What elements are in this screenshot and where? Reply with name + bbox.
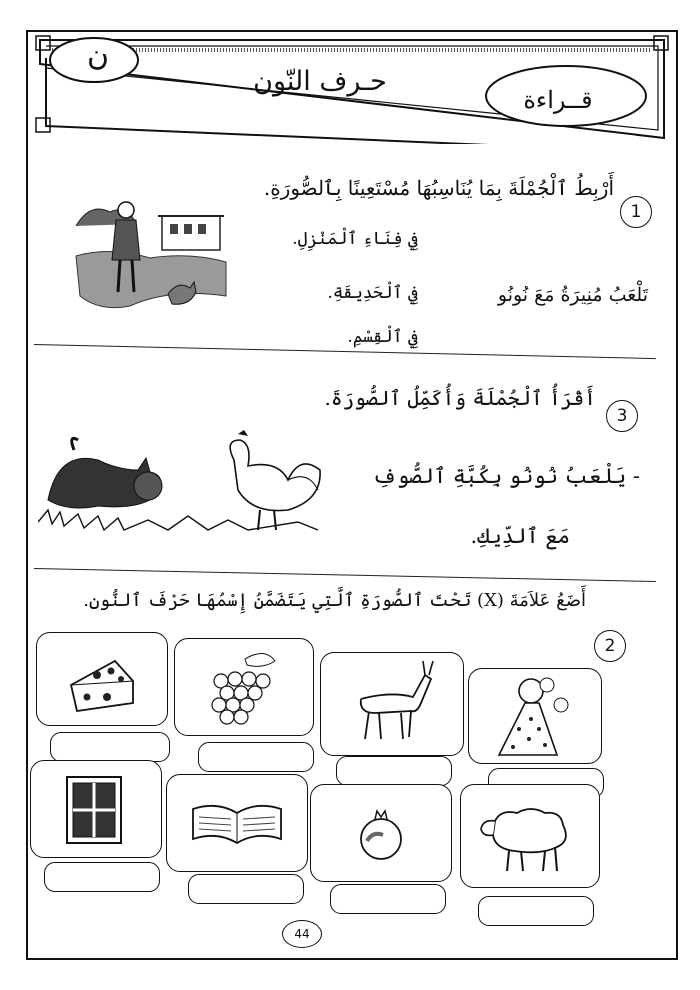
exercise-1-instruction: أَرْبِطُ ٱلْجُمْلَةَ بِمَا يُنَاسِبُهَا مُسْتَعِينًا بِٱلصُّورَةِ. — [263, 176, 614, 200]
answer-box-pomegranate[interactable] — [330, 884, 446, 914]
picture-card-pomegranate[interactable] — [310, 784, 452, 882]
page-title: حـرف النّون — [253, 66, 387, 97]
exercise-2-number: 2 — [594, 630, 626, 662]
answer-box-window[interactable] — [44, 862, 160, 892]
picture-card-grapes[interactable] — [174, 638, 314, 736]
girl-house-illustration — [70, 196, 230, 316]
exercise-3-line-2: مَعَ ٱلدِّيكِ. — [470, 524, 570, 548]
gazelle-icon — [321, 653, 465, 757]
grapes-icon — [175, 639, 315, 737]
picture-card-cheese[interactable] — [36, 632, 168, 726]
picture-card-book[interactable] — [166, 774, 308, 872]
book-icon — [167, 775, 309, 873]
exercise-1-sentence: تَلْعَبُ مُنِيرَةُ مَعَ نُونُو — [497, 284, 648, 306]
exercise-3-number: 3 — [606, 400, 638, 432]
picture-card-window[interactable] — [30, 760, 162, 858]
answer-box-gazelle[interactable] — [336, 756, 452, 786]
exercise-3-line-1: - يَلْعَبُ نُونُو بِكُبَّةِ ٱلصُّوفِ — [372, 464, 640, 488]
page-number: 44 — [282, 920, 322, 948]
pomegranate-icon — [311, 785, 453, 883]
sheep-icon — [461, 785, 601, 889]
answer-box-sheep[interactable] — [478, 896, 594, 926]
cat-rooster-illustration — [38, 430, 328, 540]
option-3: فِي ٱلْقِسْمِ. — [347, 327, 418, 347]
answer-box-grapes[interactable] — [198, 742, 314, 772]
cheese-icon — [37, 633, 169, 727]
exercise-3-instruction: أَقْرَأُ ٱلْجُمْلَةَ وَأُكَمِّلُ ٱلصُّورَةَ. — [324, 386, 596, 410]
doll-icon — [469, 669, 603, 765]
exercise-2-instruction: أَضَعُ عَلاَمَةَ (X) تَحْتَ ٱلصُّورَةِ ٱلَّتِي يَتَضَمَّنُ إِسْمُهَا حَرْفَ ٱلنُّونِ. — [83, 590, 586, 611]
header-letter: ن — [86, 38, 110, 73]
answer-box-book[interactable] — [188, 874, 304, 904]
exercise-1-number: 1 — [620, 196, 652, 228]
option-2: فِي ٱلْحَدِيقَةِ. — [327, 283, 418, 303]
section-tag: قــراءة — [523, 86, 593, 114]
picture-card-doll[interactable] — [468, 668, 602, 764]
option-1: فِي فِنَاءِ ٱلْمَنْزِلِ. — [292, 229, 418, 249]
picture-card-gazelle[interactable] — [320, 652, 464, 756]
window-icon — [31, 761, 163, 859]
picture-card-sheep[interactable] — [460, 784, 600, 888]
answer-box-cheese[interactable] — [50, 732, 170, 762]
